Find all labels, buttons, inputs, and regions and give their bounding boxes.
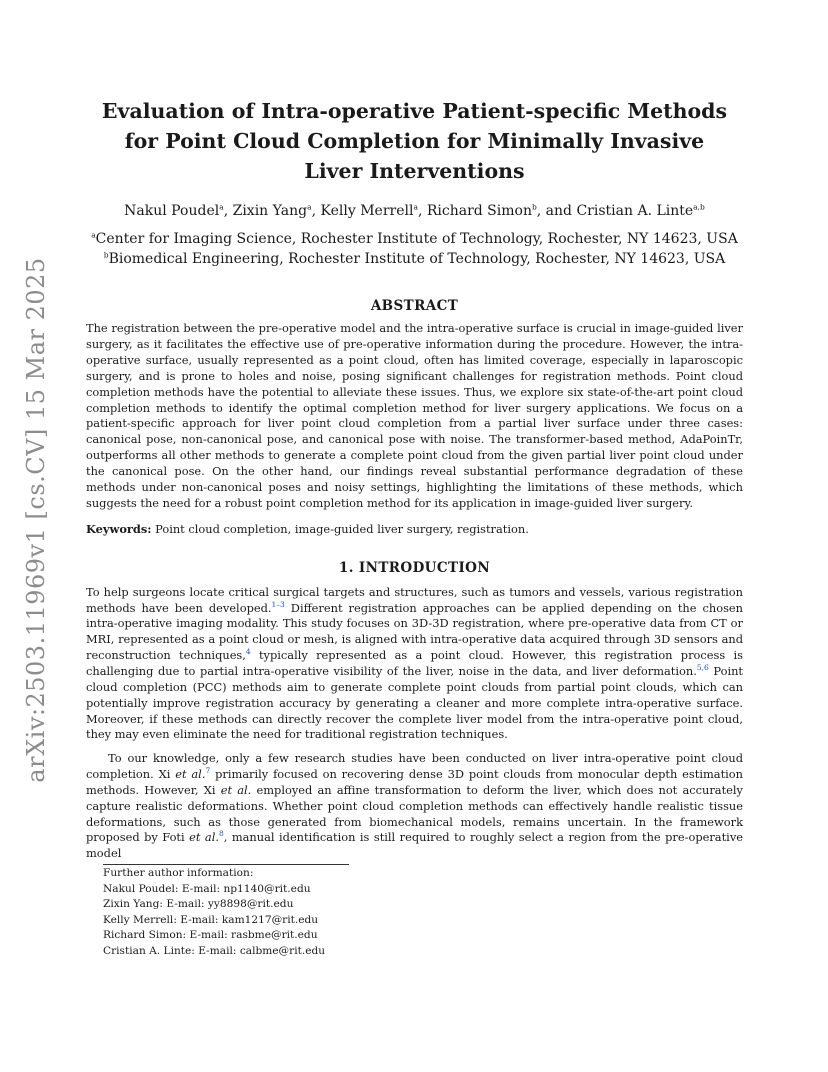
author: Zixin Yang$^a$	[232, 202, 312, 219]
author: Richard Simon$^b$	[426, 202, 537, 219]
author: Cristian A. Linte$^{a,b}$	[576, 202, 705, 219]
citation-link[interactable]: 5,6	[696, 663, 709, 673]
author: Nakul Poudel$^a$	[124, 202, 224, 219]
footnote-line: Richard Simon: E-mail: rasbme@rit.edu	[103, 929, 318, 942]
footnote-line: Zixin Yang: E-mail: yy8898@rit.edu	[103, 898, 294, 911]
arxiv-id-text: arXiv:2503.11969v1 [cs.CV] 15 Mar 2025	[22, 257, 50, 783]
arxiv-sidebar-identifier	[18, 257, 54, 783]
abstract-heading: ABSTRACT	[370, 298, 459, 314]
intro-paragraph-1: To help surgeons locate critical surgical targets and structures, such as tumors and vessels, various registration methods have been developed.$^{1-3}$ Different registration approaches can be applied depending on the chosen intra-operative imaging modality. This study focuses on 3D-3D registration, where pre-operative data from CT or MRI, represented as a point cloud or mesh, is aligned with intra-operative data acquired through 3D sensors and reconstruction techniques,$^4$ typically represented as a point cloud. However, this registration process is challenging due to partial intra-operative visibility of the liver, noise in the data, and liver deformation.$^{5,6}$ Point cloud completion (PCC) methods aim to generate complete point clouds from partial point clouds, which can potentially improve registration accuracy by generating a cleaner and more complete intra-operative surface. Moreover, if these methods can directly recover the complete liver model from the intra-operative point cloud, they may even eliminate the need for traditional registration techniques.	[86, 584, 744, 742]
abstract-text: The registration between the pre-operative model and the intra-operative surface is crucial in image-guided liver surgery, as it facilitates the effective use of pre-operative information during the procedure. However, the intra-operative surface, usually represented as a point cloud, often has limited coverage, especially in laparoscopic surgery, and is prone to holes and noise, posing significant challenges for registration methods. Point cloud completion methods have the potential to alleviate these issues. Thus, we explore six state-of-the-art point cloud completion methods to identify the optimal completion method for liver surgery applications. We focus on a patient-specific approach for liver point cloud completion from a partial liver surface under three cases: canonical pose, non-canonical pose, and canonical pose with noise. The transformer-based method, AdaPoinTr, outperforms all other methods to generate a complete point cloud from the given partial liver point cloud under the canonical pose. On the other hand, our findings reveal substantial performance degradation of these methods under non-canonical poses and noisy settings, highlighting the limitations of these methods, which suggests the need for a robust point completion method for its application in image-guided liver surgery.	[86, 321, 743, 510]
author-list: Nakul Poudel$^a$, Zixin Yang$^a$, Kelly Merrell$^a$, Richard Simon$^b$, and Cristian A. Linte$^{a,b}$	[124, 202, 705, 219]
footnote-line: Cristian A. Linte: E-mail: calbme@rit.edu	[103, 944, 326, 957]
affiliation-a: $^a$Center for Imaging Science, Rochester Institute of Technology, Rochester, NY 14623, USA	[91, 230, 738, 247]
footnote-line: Further author information:	[103, 867, 254, 880]
intro-paragraph-2: To our knowledge, only a few research studies have been conducted on liver intra-operative point cloud completion. Xi et al.$^7$ primarily focused on recovering dense 3D point clouds from monocular depth estimation methods. However, Xi et al. employed an affine transformation to deform the liver, which does not accurately capture realistic deformations. Whether point cloud completion methods can effectively handle realistic tissue deformations, such as those generated from biomechanical models, remains uncertain. In the framework proposed by Foti et al.$^8$, manual identification is still required to roughly select a region from the pre-operative model	[86, 751, 743, 861]
footnote-line: Nakul Poudel: E-mail: np1140@rit.edu	[103, 882, 311, 895]
citation-link[interactable]: 1–3	[271, 599, 285, 609]
citation-link[interactable]: 8	[218, 829, 224, 839]
paper-title: Evaluation of Intra-operative Patient-specific Methods for Point Cloud Completion for Minimally Invasive Liver Interventions	[101, 99, 728, 183]
paper-page	[86, 96, 743, 959]
citation-link[interactable]: 7	[205, 766, 211, 776]
footnotes	[103, 866, 743, 959]
citation-link[interactable]: 4	[245, 647, 251, 657]
footnote-line: Kelly Merrell: E-mail: kam1217@rit.edu	[103, 913, 319, 926]
affiliation-b: $^b$Biomedical Engineering, Rochester Institute of Technology, Rochester, NY 14623, USA	[103, 249, 726, 267]
affiliations	[86, 230, 743, 269]
footnote-divider	[103, 864, 349, 865]
keywords-text: Point cloud completion, image-guided liver surgery, registration.	[155, 521, 529, 536]
keywords-label: Keywords:	[86, 521, 152, 536]
keywords	[86, 522, 743, 538]
author: Kelly Merrell$^a$	[320, 202, 418, 219]
section-heading-introduction: 1. INTRODUCTION	[338, 559, 491, 576]
